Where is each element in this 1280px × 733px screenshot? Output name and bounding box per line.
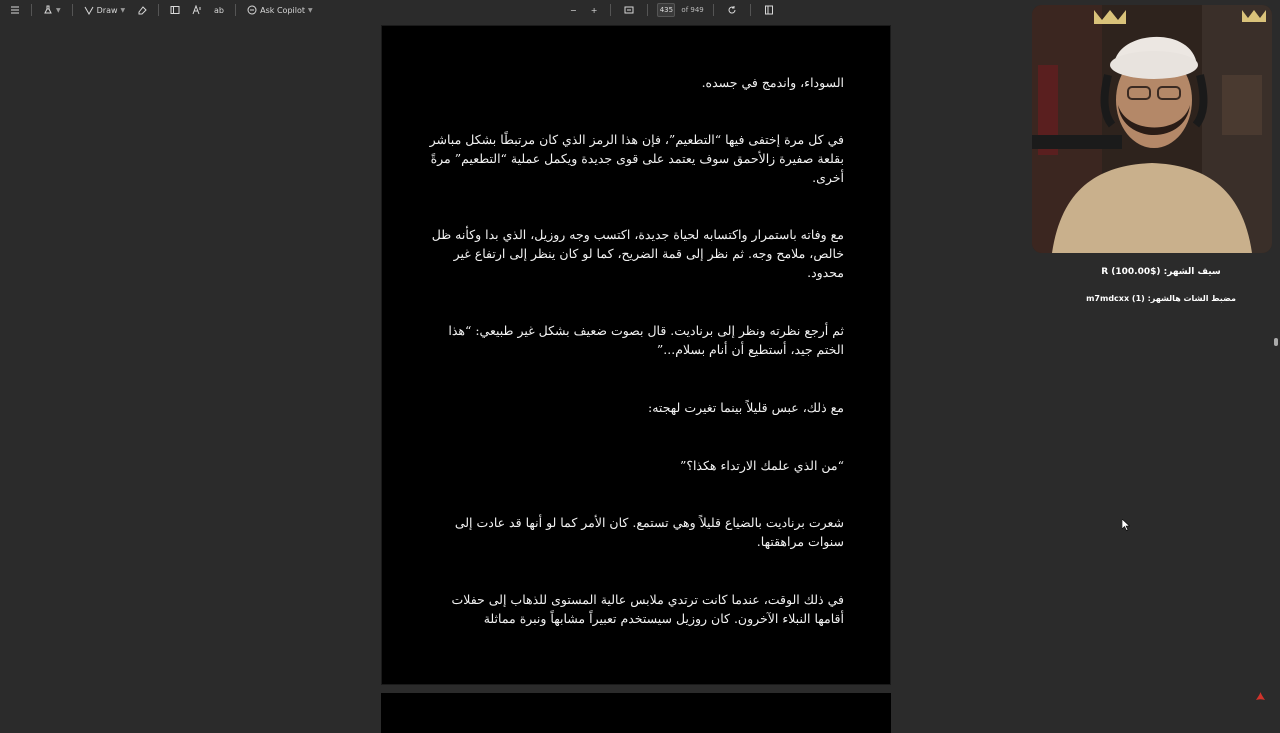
paragraph: في كل مرة إختفى فيها “التطعيم”، فإن هذا الرمز الذي كان مرتبطًا بشكل مباشر بقلعة صفيرة زالأحمق سوف يعتمد على قوى جديدة ويكمل عملية “التطعيم” مرةً أخرى. — [429, 132, 844, 185]
chevron-down-icon[interactable]: ▼ — [120, 6, 126, 14]
ask-copilot-button[interactable] — [243, 2, 316, 18]
stream-overlay — [1066, 253, 1256, 305]
read-aloud-button[interactable] — [188, 2, 206, 18]
toolbar-divider — [235, 4, 236, 16]
toolbar-left-group — [0, 2, 317, 18]
mouse-cursor-icon — [1122, 519, 1130, 531]
page-view-button[interactable] — [760, 2, 778, 18]
svg-text:ab: ab — [214, 6, 225, 15]
webcam-image — [1032, 5, 1272, 253]
overlay-line-red — [1066, 253, 1256, 266]
fit-page-button[interactable] — [620, 2, 638, 18]
toolbar-divider — [610, 4, 611, 16]
rotate-button[interactable] — [723, 2, 741, 18]
text-box-button[interactable] — [166, 2, 184, 18]
toolbar-divider — [31, 4, 32, 16]
paragraph: مع ذلك، عبس قليلاً بينما تغيرت لهجته: — [648, 400, 844, 415]
highlighter-icon — [43, 5, 53, 15]
rotate-icon — [727, 5, 737, 15]
draw-pen-icon — [84, 5, 94, 15]
streamer-webcam — [1032, 5, 1272, 253]
read-aloud-icon — [192, 5, 202, 15]
draw-button-label: Draw — [96, 5, 118, 15]
list-icon — [10, 5, 20, 15]
toolbar-divider — [158, 4, 159, 16]
text-box-icon — [170, 5, 180, 15]
page-number-input[interactable]: 435 — [657, 3, 675, 17]
page-total-label: of 949 — [681, 6, 704, 14]
fit-page-icon — [624, 5, 634, 15]
ask-copilot-label: Ask Copilot — [260, 5, 306, 15]
pdf-app-icon[interactable] — [1255, 691, 1266, 702]
paragraph: السوداء، واندمج في جسده. — [701, 75, 844, 90]
toolbar-divider — [713, 4, 714, 16]
next-pdf-page — [381, 693, 891, 733]
overlay-line-red — [1066, 279, 1256, 292]
eraser-icon — [137, 5, 147, 15]
paragraph: شعرت برناديت بالضياع قليلاً وهي تستمع. كان الأمر كما لو أنها قد عادت إلى سنوات مراهقتها. — [454, 515, 844, 549]
page-controls — [566, 2, 778, 18]
chevron-down-icon[interactable]: ▼ — [56, 6, 61, 14]
zoom-out-button[interactable]: − — [570, 5, 577, 15]
zoom-in-button[interactable]: + — [590, 5, 598, 15]
overlay-top-chatter: مضبط الشات هالشهر: (1) m7mdcxx — [1086, 294, 1236, 303]
paragraph: في ذلك الوقت، عندما كانت ترتدي ملابس عالية المستوى للذهاب إلى حفلات أقامها النبلاء الآخرون. كان روزيل سيستخدم تعبيراً مشابهاً ونبرة مماثلة — [451, 592, 844, 626]
toolbar-divider — [647, 4, 648, 16]
paragraph: مع وفاته باستمرار واكتسابه لحياة جديدة، اكتسب وجه روزيل، الذي بدا وكأنه ظل خالص، ملامح وجه. ثم نظر إلى قمة الضريح، كما لو كان ينظر إلى ارتفاع غير محدود. — [431, 227, 844, 280]
toolbar-divider — [72, 4, 73, 16]
overlay-top-donor: سيف الشهر: ($100.00) R — [1101, 267, 1221, 277]
highlight-button[interactable] — [39, 2, 65, 18]
paragraph: ثم أرجع نظرته ونظر إلى برناديت. قال بصوت ضعيف بشكل غير طبيعي: “هذا الختم جيد، أستطيع أن أنام بسلام...” — [448, 323, 844, 357]
scrollbar-thumb[interactable] — [1274, 338, 1278, 346]
copilot-icon — [247, 5, 257, 15]
erase-button[interactable] — [133, 2, 151, 18]
draw-button[interactable] — [80, 2, 130, 18]
paragraph: “من الذي علمك الارتداء هكذا؟” — [679, 458, 844, 473]
pdf-page — [381, 25, 891, 685]
translate-button[interactable] — [210, 2, 228, 18]
translate-icon — [214, 5, 224, 15]
toolbar-divider — [750, 4, 751, 16]
chevron-down-icon[interactable]: ▼ — [308, 6, 313, 14]
contents-button[interactable] — [6, 2, 24, 18]
page-view-icon — [764, 5, 774, 15]
